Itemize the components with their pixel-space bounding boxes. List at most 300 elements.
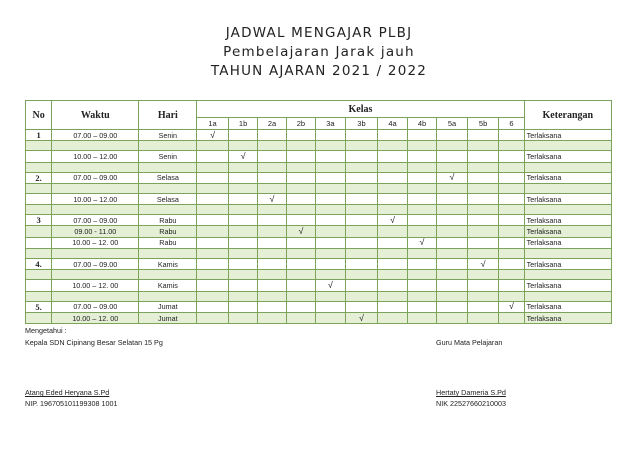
kelas-cell-4a bbox=[378, 172, 407, 183]
kelas-cell-4b bbox=[407, 249, 436, 259]
row-waktu bbox=[52, 249, 139, 259]
row-waktu bbox=[52, 291, 139, 301]
kelas-cell-1a bbox=[197, 193, 229, 204]
table-row bbox=[26, 151, 612, 162]
row-no bbox=[26, 183, 52, 193]
kelas-col-4b: 4b bbox=[407, 118, 436, 130]
table-row bbox=[26, 280, 612, 291]
row-waktu: 07.00 – 09.00 bbox=[52, 259, 139, 270]
kelas-cell-4a bbox=[378, 312, 407, 323]
kelas-cell-1b bbox=[228, 249, 257, 259]
kelas-cell-6 bbox=[499, 130, 524, 141]
header-keterangan: Keterangan bbox=[524, 101, 611, 130]
row-no bbox=[26, 280, 52, 291]
kelas-cell-4b bbox=[407, 183, 436, 193]
kelas-cell-4b bbox=[407, 193, 436, 204]
guru-title: Guru Mata Pelajaran bbox=[436, 338, 503, 347]
table-row bbox=[26, 130, 612, 141]
kelas-cell-2a bbox=[258, 291, 286, 301]
row-hari bbox=[139, 162, 197, 172]
kelas-cell-3b bbox=[345, 205, 378, 215]
kelas-col-6: 6 bbox=[499, 118, 524, 130]
check-mark-icon: √ bbox=[240, 150, 246, 161]
kelas-col-2b: 2b bbox=[286, 118, 315, 130]
kelas-cell-3a bbox=[316, 249, 345, 259]
kelas-cell-6 bbox=[499, 151, 524, 162]
kelas-cell-5a bbox=[437, 291, 468, 301]
kelas-cell-4b bbox=[407, 280, 436, 291]
kelas-cell-2b bbox=[286, 183, 315, 193]
header-kelas: Kelas bbox=[197, 101, 524, 118]
kelas-cell-1b bbox=[228, 151, 257, 162]
kelas-cell-5a bbox=[437, 172, 468, 183]
kelas-cell-5a bbox=[437, 237, 468, 248]
row-no bbox=[26, 141, 52, 151]
kelas-cell-2a bbox=[258, 270, 286, 280]
row-hari: Kamis bbox=[139, 280, 197, 291]
kelas-cell-2a bbox=[258, 237, 286, 248]
kelas-cell-2a bbox=[258, 205, 286, 215]
kelas-cell-6 bbox=[499, 205, 524, 215]
schedule-table bbox=[25, 100, 612, 324]
table-row bbox=[26, 193, 612, 204]
row-keterangan bbox=[524, 183, 611, 193]
kelas-cell-2b bbox=[286, 237, 315, 248]
table-row bbox=[26, 162, 612, 172]
kelas-cell-3a bbox=[316, 205, 345, 215]
check-mark-icon: √ bbox=[358, 312, 364, 323]
kelas-cell-2b bbox=[286, 280, 315, 291]
kelas-cell-5b bbox=[467, 270, 499, 280]
kelas-cell-3b bbox=[345, 226, 378, 237]
kelas-cell-5a bbox=[437, 259, 468, 270]
kelas-cell-3a bbox=[316, 183, 345, 193]
kelas-cell-5b bbox=[467, 215, 499, 226]
kelas-cell-1a bbox=[197, 130, 229, 141]
kelas-cell-5b bbox=[467, 130, 499, 141]
row-keterangan: Terlaksana bbox=[524, 280, 611, 291]
kelas-cell-4b bbox=[407, 141, 436, 151]
kelas-cell-5b bbox=[467, 301, 499, 312]
table-row bbox=[26, 215, 612, 226]
kelas-cell-6 bbox=[499, 141, 524, 151]
kepala-title: Kepala SDN Cipinang Besar Selatan 15 Pg bbox=[25, 338, 163, 347]
check-mark-icon: √ bbox=[390, 214, 396, 225]
kelas-cell-4a bbox=[378, 237, 407, 248]
kelas-cell-6 bbox=[499, 301, 524, 312]
title-line-1: JADWAL MENGAJAR PLBJ bbox=[225, 25, 413, 41]
kelas-cell-1b bbox=[228, 172, 257, 183]
kelas-cell-1b bbox=[228, 291, 257, 301]
kelas-cell-5a bbox=[437, 141, 468, 151]
kelas-cell-2a bbox=[258, 226, 286, 237]
kelas-cell-5a bbox=[437, 193, 468, 204]
kelas-cell-5b bbox=[467, 312, 499, 323]
table-row bbox=[26, 249, 612, 259]
kelas-cell-1b bbox=[228, 270, 257, 280]
kelas-cell-3a bbox=[316, 301, 345, 312]
kelas-cell-1b bbox=[228, 162, 257, 172]
row-no: 1 bbox=[26, 130, 52, 141]
row-keterangan bbox=[524, 249, 611, 259]
row-no: 5. bbox=[26, 301, 52, 312]
row-waktu: 10.00 – 12. 00 bbox=[52, 280, 139, 291]
kelas-cell-3a bbox=[316, 291, 345, 301]
kelas-cell-6 bbox=[499, 270, 524, 280]
kelas-cell-2b bbox=[286, 193, 315, 204]
kelas-cell-4a bbox=[378, 151, 407, 162]
kelas-cell-5a bbox=[437, 270, 468, 280]
kelas-cell-2a bbox=[258, 141, 286, 151]
kelas-cell-4a bbox=[378, 259, 407, 270]
kelas-cell-4a bbox=[378, 226, 407, 237]
kelas-cell-3a bbox=[316, 151, 345, 162]
row-waktu: 10.00 – 12. 00 bbox=[52, 312, 139, 323]
row-waktu bbox=[52, 270, 139, 280]
kelas-cell-5a bbox=[437, 280, 468, 291]
table-row bbox=[26, 183, 612, 193]
row-keterangan: Terlaksana bbox=[524, 130, 611, 141]
check-mark-icon: √ bbox=[298, 226, 304, 237]
kelas-cell-2b bbox=[286, 312, 315, 323]
kelas-col-3a: 3a bbox=[316, 118, 345, 130]
row-hari: Kamis bbox=[139, 259, 197, 270]
kelas-col-5a: 5a bbox=[437, 118, 468, 130]
row-hari: Rabu bbox=[139, 226, 197, 237]
table-row bbox=[26, 205, 612, 215]
kelas-cell-2b bbox=[286, 151, 315, 162]
kelas-cell-3a bbox=[316, 172, 345, 183]
check-mark-icon: √ bbox=[480, 258, 486, 269]
kelas-cell-6 bbox=[499, 280, 524, 291]
kelas-cell-4a bbox=[378, 301, 407, 312]
row-no: 2. bbox=[26, 172, 52, 183]
document-title bbox=[0, 24, 638, 81]
kelas-cell-3a bbox=[316, 270, 345, 280]
row-waktu: 10.00 – 12.00 bbox=[52, 151, 139, 162]
kelas-cell-1a bbox=[197, 162, 229, 172]
kelas-cell-2a bbox=[258, 280, 286, 291]
kelas-cell-4b bbox=[407, 312, 436, 323]
kelas-cell-5b bbox=[467, 226, 499, 237]
table-row bbox=[26, 141, 612, 151]
kelas-cell-5b bbox=[467, 172, 499, 183]
kelas-cell-4a bbox=[378, 249, 407, 259]
kelas-cell-2b bbox=[286, 205, 315, 215]
row-keterangan bbox=[524, 270, 611, 280]
check-mark-icon: √ bbox=[327, 280, 333, 291]
kelas-cell-2a bbox=[258, 172, 286, 183]
kelas-cell-1b bbox=[228, 183, 257, 193]
row-no bbox=[26, 193, 52, 204]
row-keterangan: Terlaksana bbox=[524, 259, 611, 270]
kelas-cell-1b bbox=[228, 205, 257, 215]
kelas-cell-2a bbox=[258, 215, 286, 226]
row-waktu bbox=[52, 141, 139, 151]
kelas-cell-1a bbox=[197, 172, 229, 183]
kelas-cell-6 bbox=[499, 226, 524, 237]
row-keterangan: Terlaksana bbox=[524, 312, 611, 323]
row-no bbox=[26, 162, 52, 172]
kelas-cell-2a bbox=[258, 130, 286, 141]
kelas-cell-1b bbox=[228, 237, 257, 248]
kelas-cell-3b bbox=[345, 162, 378, 172]
row-waktu: 07.00 – 09.00 bbox=[52, 172, 139, 183]
kelas-cell-2b bbox=[286, 291, 315, 301]
kelas-cell-5b bbox=[467, 205, 499, 215]
check-mark-icon: √ bbox=[449, 172, 455, 183]
row-hari: Jumat bbox=[139, 312, 197, 323]
kelas-cell-4b bbox=[407, 130, 436, 141]
kelas-cell-6 bbox=[499, 215, 524, 226]
kelas-cell-5a bbox=[437, 183, 468, 193]
kelas-cell-1a bbox=[197, 249, 229, 259]
kelas-cell-1a bbox=[197, 270, 229, 280]
kelas-cell-4a bbox=[378, 280, 407, 291]
kelas-cell-2a bbox=[258, 162, 286, 172]
kelas-cell-2a bbox=[258, 193, 286, 204]
kelas-cell-4b bbox=[407, 226, 436, 237]
kelas-cell-3a bbox=[316, 141, 345, 151]
row-hari bbox=[139, 291, 197, 301]
guru-name: Hertaty Dameria S.Pd bbox=[436, 388, 506, 397]
kelas-cell-2a bbox=[258, 151, 286, 162]
kelas-cell-2b bbox=[286, 226, 315, 237]
row-hari: Jumat bbox=[139, 301, 197, 312]
header-hari: Hari bbox=[139, 101, 197, 130]
table-row bbox=[26, 301, 612, 312]
kelas-cell-3a bbox=[316, 226, 345, 237]
kelas-cell-4b bbox=[407, 215, 436, 226]
kelas-cell-5a bbox=[437, 205, 468, 215]
kelas-cell-4b bbox=[407, 172, 436, 183]
kelas-cell-4a bbox=[378, 130, 407, 141]
kelas-col-1a: 1a bbox=[197, 118, 229, 130]
kelas-cell-2b bbox=[286, 130, 315, 141]
check-mark-icon: √ bbox=[210, 129, 216, 140]
row-no bbox=[26, 237, 52, 248]
kelas-cell-5b bbox=[467, 193, 499, 204]
row-keterangan: Terlaksana bbox=[524, 172, 611, 183]
row-no bbox=[26, 312, 52, 323]
kelas-cell-4b bbox=[407, 259, 436, 270]
kepala-name: Atang Eded Heryana S.Pd bbox=[25, 388, 110, 397]
kelas-cell-5b bbox=[467, 249, 499, 259]
kelas-cell-5a bbox=[437, 249, 468, 259]
check-mark-icon: √ bbox=[269, 193, 275, 204]
kelas-cell-2a bbox=[258, 301, 286, 312]
kelas-cell-3b bbox=[345, 183, 378, 193]
row-no bbox=[26, 270, 52, 280]
kelas-cell-3b bbox=[345, 280, 378, 291]
kelas-cell-3b bbox=[345, 270, 378, 280]
kelas-cell-1b bbox=[228, 280, 257, 291]
row-hari: Selasa bbox=[139, 172, 197, 183]
kelas-cell-4a bbox=[378, 291, 407, 301]
kelas-col-1b: 1b bbox=[228, 118, 257, 130]
table-row bbox=[26, 237, 612, 248]
kelas-cell-5b bbox=[467, 151, 499, 162]
kelas-cell-3b bbox=[345, 141, 378, 151]
kelas-cell-1a bbox=[197, 280, 229, 291]
kelas-cell-2b bbox=[286, 172, 315, 183]
kelas-cell-3b bbox=[345, 130, 378, 141]
table-row bbox=[26, 259, 612, 270]
row-keterangan bbox=[524, 291, 611, 301]
kelas-col-2a: 2a bbox=[258, 118, 286, 130]
kelas-cell-1a bbox=[197, 291, 229, 301]
kelas-cell-4a bbox=[378, 215, 407, 226]
kelas-cell-2b bbox=[286, 162, 315, 172]
kelas-cell-2b bbox=[286, 141, 315, 151]
kelas-cell-4b bbox=[407, 291, 436, 301]
row-hari: Rabu bbox=[139, 237, 197, 248]
kelas-cell-3b bbox=[345, 291, 378, 301]
kelas-cell-3b bbox=[345, 193, 378, 204]
kelas-cell-5b bbox=[467, 291, 499, 301]
kelas-cell-4b bbox=[407, 301, 436, 312]
kelas-cell-1a bbox=[197, 183, 229, 193]
row-keterangan: Terlaksana bbox=[524, 151, 611, 162]
table-row bbox=[26, 312, 612, 323]
kelas-cell-1a bbox=[197, 301, 229, 312]
kelas-cell-3b bbox=[345, 237, 378, 248]
row-keterangan: Terlaksana bbox=[524, 226, 611, 237]
kelas-cell-1a bbox=[197, 215, 229, 226]
kelas-cell-1b bbox=[228, 301, 257, 312]
row-no bbox=[26, 151, 52, 162]
kelas-cell-4a bbox=[378, 193, 407, 204]
row-keterangan bbox=[524, 162, 611, 172]
kelas-cell-3b bbox=[345, 172, 378, 183]
kelas-cell-6 bbox=[499, 237, 524, 248]
kelas-cell-1b bbox=[228, 226, 257, 237]
row-no: 3 bbox=[26, 215, 52, 226]
kelas-cell-3a bbox=[316, 130, 345, 141]
row-hari bbox=[139, 249, 197, 259]
kelas-cell-4a bbox=[378, 205, 407, 215]
header-waktu: Waktu bbox=[52, 101, 139, 130]
kelas-cell-6 bbox=[499, 259, 524, 270]
kelas-cell-2a bbox=[258, 259, 286, 270]
row-hari: Rabu bbox=[139, 215, 197, 226]
kelas-cell-3a bbox=[316, 193, 345, 204]
kelas-cell-6 bbox=[499, 291, 524, 301]
kepala-nip: NIP. 196705101199308 1001 bbox=[25, 399, 118, 408]
check-mark-icon: √ bbox=[509, 301, 514, 312]
row-hari bbox=[139, 205, 197, 215]
kelas-cell-3b bbox=[345, 301, 378, 312]
kelas-cell-3a bbox=[316, 215, 345, 226]
title-line-2: Pembelajaran Jarak jauh bbox=[223, 44, 415, 60]
row-no: 4. bbox=[26, 259, 52, 270]
row-waktu bbox=[52, 205, 139, 215]
kelas-cell-5a bbox=[437, 301, 468, 312]
row-no bbox=[26, 291, 52, 301]
kelas-cell-6 bbox=[499, 162, 524, 172]
row-hari: Senin bbox=[139, 151, 197, 162]
table-row bbox=[26, 270, 612, 280]
row-keterangan: Terlaksana bbox=[524, 237, 611, 248]
kelas-cell-5a bbox=[437, 215, 468, 226]
row-waktu: 07.00 – 09.00 bbox=[52, 215, 139, 226]
kelas-cell-1b bbox=[228, 215, 257, 226]
kelas-cell-3a bbox=[316, 312, 345, 323]
kelas-cell-5a bbox=[437, 151, 468, 162]
kelas-cell-4a bbox=[378, 141, 407, 151]
kelas-cell-1a bbox=[197, 226, 229, 237]
row-hari: Selasa bbox=[139, 193, 197, 204]
row-no bbox=[26, 249, 52, 259]
kelas-cell-4b bbox=[407, 151, 436, 162]
kelas-cell-5b bbox=[467, 280, 499, 291]
row-hari bbox=[139, 270, 197, 280]
kelas-cell-5a bbox=[437, 162, 468, 172]
kelas-cell-1a bbox=[197, 259, 229, 270]
kelas-cell-3a bbox=[316, 237, 345, 248]
kelas-cell-1b bbox=[228, 312, 257, 323]
kelas-cell-4a bbox=[378, 162, 407, 172]
kelas-cell-5a bbox=[437, 312, 468, 323]
guru-nik: NIK 22527660210003 bbox=[436, 399, 506, 408]
kelas-col-3b: 3b bbox=[345, 118, 378, 130]
kelas-col-4a: 4a bbox=[378, 118, 407, 130]
kelas-cell-4a bbox=[378, 270, 407, 280]
kelas-cell-4b bbox=[407, 237, 436, 248]
kelas-cell-4b bbox=[407, 270, 436, 280]
kelas-cell-1b bbox=[228, 130, 257, 141]
row-keterangan: Terlaksana bbox=[524, 301, 611, 312]
kelas-cell-5b bbox=[467, 183, 499, 193]
row-waktu: 10.00 – 12. 00 bbox=[52, 237, 139, 248]
row-keterangan bbox=[524, 141, 611, 151]
row-hari: Senin bbox=[139, 130, 197, 141]
kelas-cell-4a bbox=[378, 183, 407, 193]
kelas-cell-1a bbox=[197, 205, 229, 215]
kelas-cell-1a bbox=[197, 151, 229, 162]
kelas-cell-6 bbox=[499, 172, 524, 183]
kelas-cell-2a bbox=[258, 183, 286, 193]
row-waktu bbox=[52, 162, 139, 172]
kelas-cell-5b bbox=[467, 259, 499, 270]
table-row bbox=[26, 291, 612, 301]
kelas-cell-2b bbox=[286, 270, 315, 280]
kelas-cell-5a bbox=[437, 130, 468, 141]
row-keterangan bbox=[524, 205, 611, 215]
kelas-cell-3b bbox=[345, 259, 378, 270]
kelas-cell-3b bbox=[345, 249, 378, 259]
kelas-cell-5b bbox=[467, 141, 499, 151]
kelas-cell-1a bbox=[197, 141, 229, 151]
kelas-cell-1a bbox=[197, 312, 229, 323]
row-no bbox=[26, 205, 52, 215]
kelas-cell-1b bbox=[228, 259, 257, 270]
row-waktu: 09.00 - 11.00 bbox=[52, 226, 139, 237]
kelas-cell-6 bbox=[499, 312, 524, 323]
kelas-cell-2b bbox=[286, 249, 315, 259]
row-no bbox=[26, 226, 52, 237]
kelas-cell-2b bbox=[286, 301, 315, 312]
kelas-cell-5b bbox=[467, 162, 499, 172]
mengetahui-label: Mengetahui : bbox=[25, 326, 67, 335]
row-hari bbox=[139, 183, 197, 193]
row-keterangan: Terlaksana bbox=[524, 215, 611, 226]
kelas-cell-2a bbox=[258, 312, 286, 323]
kelas-cell-1a bbox=[197, 237, 229, 248]
kelas-cell-1b bbox=[228, 193, 257, 204]
header-no: No bbox=[26, 101, 52, 130]
kelas-col-5b: 5b bbox=[467, 118, 499, 130]
